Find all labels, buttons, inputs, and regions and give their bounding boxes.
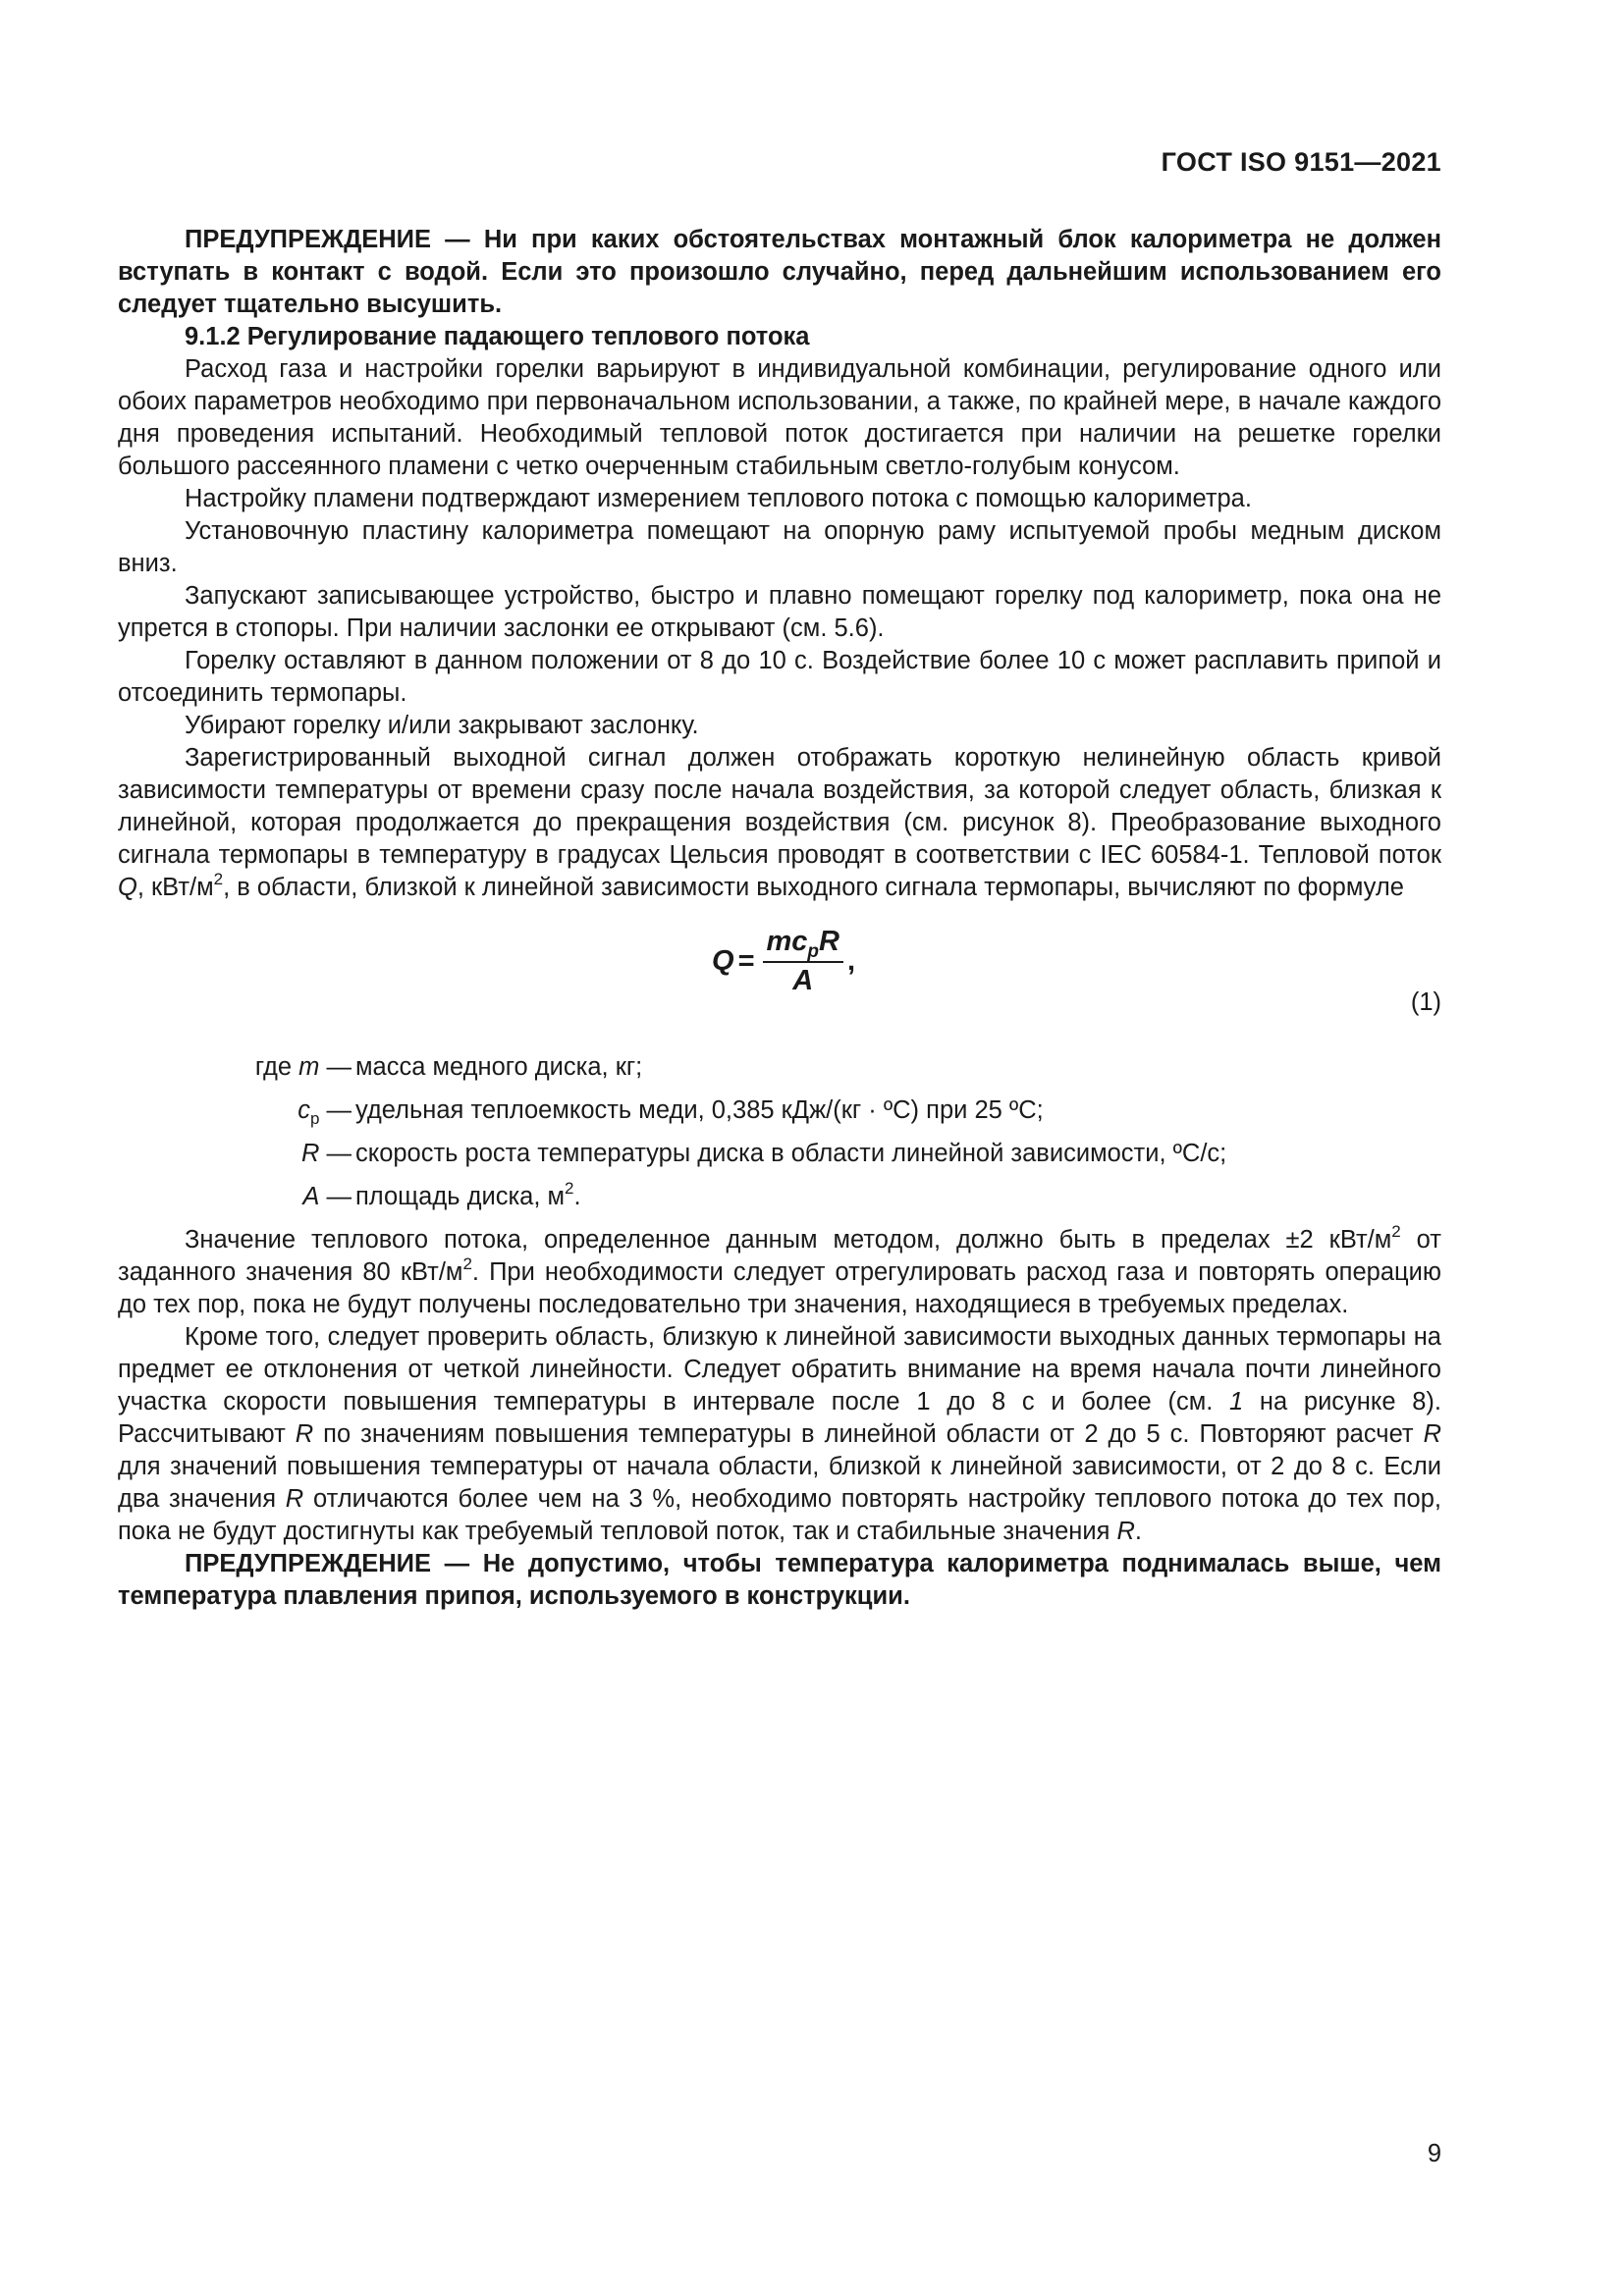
p8-text-b: от заданного значения 80 кВт/м (118, 1226, 1441, 1286)
p7-symbol-q: Q (118, 874, 137, 901)
paragraph-9 (118, 1321, 1441, 1548)
where-item (118, 1095, 1441, 1138)
p8-sup-1: 2 (1391, 1221, 1401, 1241)
paragraph-4: Запускают записывающее устройство, быстро и плавно помещают горелку под калориметр, пока она не упрется в стопоры. При наличии заслонки ее открывают (см. 5.6). (118, 582, 1441, 642)
where-dash: — (319, 1096, 352, 1124)
body-text (118, 224, 1441, 1613)
p9-italic: 1 (1229, 1388, 1244, 1415)
p7-text-b: , кВт/м (136, 874, 214, 901)
where-dash: — (319, 1053, 352, 1081)
paragraph-5: Горелку оставляют в данном положении от 8 до 10 с. Воздействие более 10 с может расплавить припой и отсоединить термопары. (118, 647, 1441, 707)
p9-italic: R (285, 1485, 304, 1513)
where-var: R (300, 1140, 320, 1167)
heat-flux-formula (712, 926, 855, 997)
where-item (118, 1051, 1441, 1095)
p8-text-c: . При необходимости следует отрегулировать расход газа и повторять операцию до тех пор, пока не будут получены последовательно три значения, находящиеся в требуемых пределах. (118, 1258, 1442, 1318)
p9-italic: R (1116, 1518, 1135, 1545)
where-description: удельная теплоемкость меди, 0,385 кДж/(кг · ºС) при 25 ºС; (355, 1096, 1044, 1124)
formula-fraction (763, 926, 843, 997)
where-var: A (302, 1183, 320, 1210)
formula-comma: , (846, 945, 856, 977)
p7-superscript: 2 (213, 869, 224, 888)
where-description: скорость роста температуры диска в области линейной зависимости, ºС/с; (355, 1140, 1227, 1167)
p9-italic: R (295, 1420, 314, 1448)
paragraph-7 (118, 742, 1441, 904)
where-desc-text: площадь диска, м (355, 1183, 566, 1210)
section-heading: 9.1.2 Регулирование падающего теплового потока (185, 323, 810, 350)
where-dash: — (319, 1140, 352, 1167)
warning-paragraph-1: ПРЕДУПРЕЖДЕНИЕ — Ни при каких обстоятельствах монтажный блок калориметра не должен вступать в контакт с водой. Если это произошло случайно, перед дальнейшим использованием его следует тщательно высушить. (118, 226, 1441, 318)
where-description (355, 1178, 581, 1213)
equation-number: (1) (1410, 988, 1441, 1016)
where-var: m (298, 1053, 320, 1081)
where-desc-sup: 2 (565, 1178, 574, 1198)
where-symbol (298, 1095, 352, 1135)
p8-text-a: Значение теплового потока, определенное данным методом, должно быть в пределах ±2 кВт/м (185, 1226, 1392, 1254)
formula-equals: = (737, 945, 755, 977)
p8-sup-2: 2 (462, 1254, 472, 1273)
paragraph-8 (118, 1221, 1442, 1321)
formula-numerator (763, 926, 843, 963)
where-symbol (302, 1181, 352, 1213)
where-var: c (298, 1096, 310, 1124)
warning-paragraph-2: ПРЕДУПРЕЖДЕНИЕ — Не допустимо, чтобы температура калориметра поднималась выше, чем температура плавления припоя, используемого в конструкции. (118, 1550, 1441, 1610)
p9-text: по значениям повышения температуры в линейной области от 2 до 5 с. Повторяют расчет (313, 1420, 1424, 1448)
where-item (118, 1138, 1441, 1181)
where-var-sub: р (309, 1109, 320, 1129)
p9-text: для значений повышения температуры от начала области, близкой к линейной зависимости, от 2 до 8 с. Если два значения (118, 1453, 1441, 1513)
where-list (118, 1051, 1441, 1224)
paragraph-3: Установочную пластину калориметра помещают на опорную раму испытуемой пробы медным диском вниз. (118, 517, 1441, 577)
where-desc-tail: . (573, 1183, 581, 1210)
formula-lhs: Q (712, 945, 734, 977)
p9-text: на рисунке 8). Рассчитывают (118, 1388, 1441, 1448)
p7-text-c: , в области, близкой к линейной зависимости выходного сигнала термопары, вычисляют по формуле (223, 874, 1404, 901)
standard-code-header: ГОСТ ISO 9151—2021 (1161, 147, 1441, 177)
formula-num-r: R (819, 926, 839, 957)
where-dash: — (319, 1183, 352, 1210)
formula-denominator: A (792, 965, 814, 996)
paragraph-2: Настройку пламени подтверждают измерением теплового потока с помощью калориметра. (185, 485, 1252, 512)
formula-block (118, 926, 1441, 1041)
p7-text-a: Зарегистрированный выходной сигнал должен отображать короткую нелинейную область кривой зависимости температуры от времени сразу после начала воздействия, за которой следует область, близкая к линейной, которая продолжается до прекращения воздействия (см. рисунок 8). Преобразование выходного сигнала термопары в температуру в градусах Цельсия проводят в соответствии с IEC 60584-1. Тепловой поток (118, 744, 1441, 869)
p9-text: Кроме того, следует проверить область, близкую к линейной зависимости выходных данных термопары на предмет ее отклонения от четкой линейности. Следует обратить внимание на время начала почти линейного участка скорости повышения температуры в интервале после 1 до 8 с и более (см. (118, 1323, 1441, 1415)
p9-italic: R (1423, 1420, 1441, 1448)
formula-num-mc: mc (766, 926, 808, 957)
where-lead: где (254, 1053, 299, 1081)
paragraph-1: Расход газа и настройки горелки варьируют в индивидуальной комбинации, регулирование одного или обоих параметров необходимо при первоначальном использовании, а также, по крайней мере, в начале каждого дня проведения испытаний. Необходимый тепловой поток достигается при наличии на решетке горелки большого рассеянного пламени с четко очерченным стабильным светло-голубым конусом. (118, 355, 1441, 480)
formula-num-sub: p (807, 940, 820, 962)
paragraph-6: Убирают горелку и/или закрывают заслонку. (185, 712, 699, 739)
page-number: 9 (1427, 2140, 1441, 2167)
p9-text: . (1134, 1518, 1142, 1545)
where-description: масса медного диска, кг; (355, 1053, 643, 1081)
p9-text: отличаются более чем на 3 %, необходимо повторять настройку теплового потока до тех пор, пока не будут достигнуты как требуемый тепловой поток, так и стабильные значения (118, 1485, 1441, 1545)
where-item (118, 1178, 1441, 1224)
where-symbol (301, 1138, 352, 1170)
where-symbol (255, 1051, 352, 1084)
